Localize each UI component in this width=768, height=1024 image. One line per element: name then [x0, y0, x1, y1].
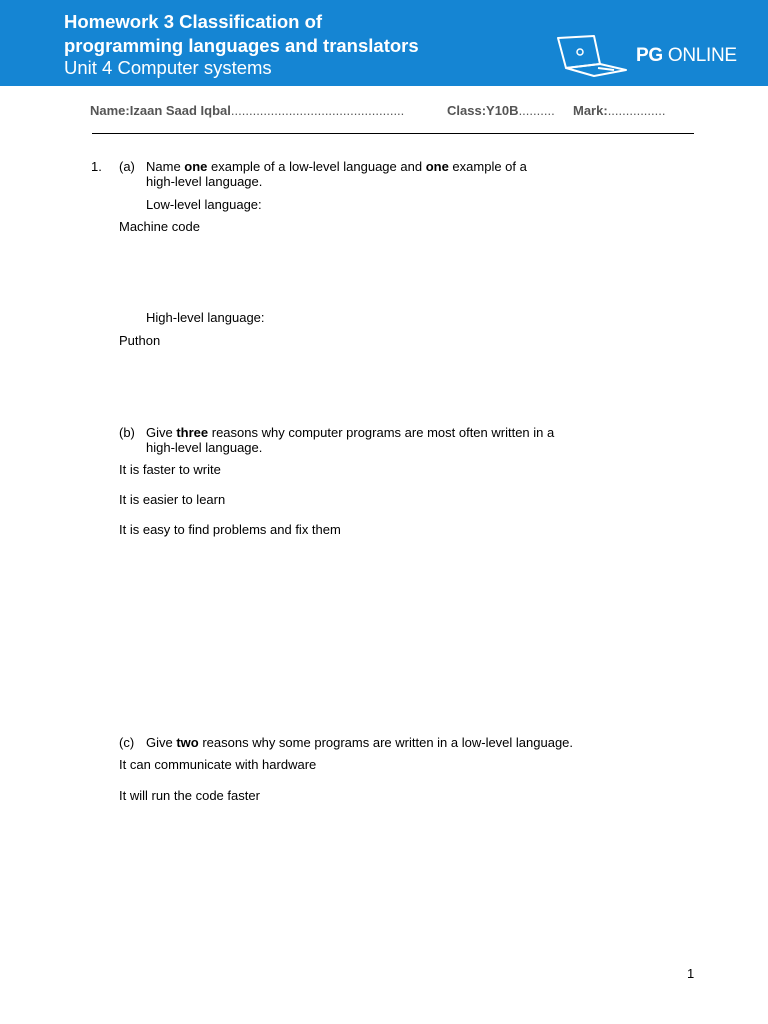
- logo-wordmark: [636, 45, 737, 67]
- part-c-prompt: Give two reasons why some programs are written in a low-level language.: [146, 735, 574, 750]
- mark-field: [573, 103, 665, 118]
- header-banner: [0, 0, 768, 86]
- title-line-1: Homework 3 Classification of: [64, 11, 323, 32]
- name-dots: ................................................: [230, 103, 405, 118]
- high-level-answer: Puthon: [119, 333, 161, 348]
- part-a-label: (a): [119, 159, 135, 174]
- header-divider: [92, 133, 694, 134]
- part-b-answer-1: It is faster to write: [119, 462, 221, 477]
- part-b-prompt: Give three reasons why computer programs are most often written in a: [146, 425, 555, 440]
- high-level-label: High-level language:: [146, 310, 265, 325]
- laptop-icon: [554, 34, 630, 78]
- part-b-prompt-line-2: high-level language.: [146, 440, 263, 455]
- low-level-label: Low-level language:: [146, 197, 262, 212]
- part-c-answer-2: It will run the code faster: [119, 788, 260, 803]
- part-b-label: (b): [119, 425, 135, 440]
- unit-subtitle: Unit 4 Computer systems: [64, 57, 272, 78]
- class-value: Y10B: [486, 103, 519, 118]
- question-number: 1.: [91, 159, 102, 174]
- logo-brand-bold: PG: [636, 45, 663, 66]
- part-c-answer-1: It can communicate with hardware: [119, 757, 317, 772]
- name-field: [90, 103, 404, 118]
- part-a-prompt-line-2: high-level language.: [146, 174, 263, 189]
- part-a-prompt: Name one example of a low-level language and one example of a: [146, 159, 527, 174]
- part-c-label: (c): [119, 735, 135, 750]
- title-line-2: programming languages and translators: [64, 35, 419, 56]
- low-level-answer: Machine code: [119, 219, 200, 234]
- class-label: Class:: [447, 103, 487, 118]
- class-field: [447, 103, 555, 118]
- mark-dots: ................: [607, 103, 666, 118]
- mark-label: Mark:: [573, 103, 608, 118]
- part-b-answer-2: It is easier to learn: [119, 492, 226, 507]
- name-value: Izaan Saad Iqbal: [129, 103, 231, 118]
- part-b-answer-3: It is easy to find problems and fix them: [119, 522, 341, 537]
- name-label: Name:: [90, 103, 130, 118]
- pg-online-logo: [554, 34, 754, 80]
- logo-brand-rest: ONLINE: [662, 45, 737, 66]
- class-dots: ..........: [518, 103, 555, 118]
- page-number: 1: [687, 966, 695, 981]
